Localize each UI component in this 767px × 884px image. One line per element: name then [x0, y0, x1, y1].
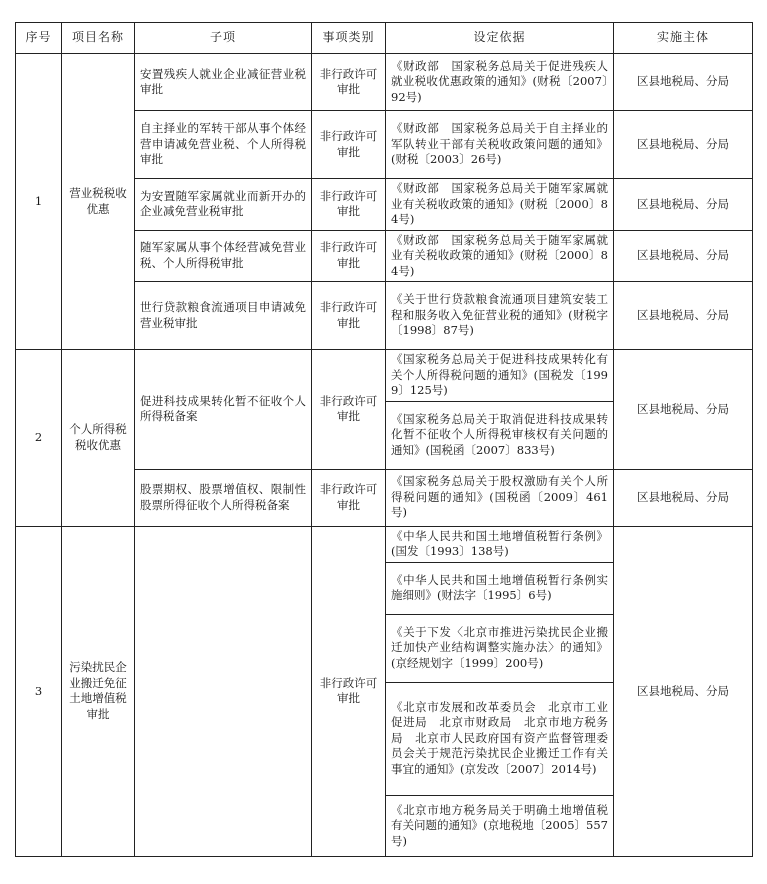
- basis-cell: 《财政部 国家税务总局关于促进残疾人就业税收优惠政策的通知》(财税〔2007〕92号): [386, 54, 614, 111]
- basis-cell: 《国家税务总局关于取消促进科技成果转化暂不征收个人所得税审核权有关问题的通知》(国税函〔2007〕833号): [386, 401, 614, 469]
- basis-cell: 《财政部 国家税务总局关于随军家属就业有关税收政策的通知》(财税〔2000〕84号): [386, 230, 614, 282]
- subitem-cell: 安置残疾人就业企业减征营业税审批: [135, 54, 312, 111]
- agency-cell: 区县地税局、分局: [614, 179, 753, 231]
- category-cell: 非行政许可审批: [312, 179, 386, 231]
- agency-cell: 区县地税局、分局: [614, 282, 753, 350]
- basis-cell: 《财政部 国家税务总局关于随军家属就业有关税收政策的通知》(财税〔2000〕84号): [386, 179, 614, 231]
- agency-cell: 区县地税局、分局: [614, 111, 753, 179]
- subitem-cell: 股票期权、股票增值权、限制性股票所得征收个人所得税备案: [135, 469, 312, 526]
- subitem-cell: 促进科技成果转化暂不征收个人所得税备案: [135, 350, 312, 470]
- basis-cell: 《中华人民共和国土地增值税暂行条例》(国发〔1993〕138号): [386, 526, 614, 562]
- agency-cell: 区县地税局、分局: [614, 54, 753, 111]
- category-cell: 非行政许可审批: [312, 350, 386, 470]
- row-number: 3: [16, 526, 62, 857]
- category-cell: 非行政许可审批: [312, 54, 386, 111]
- basis-cell: 《北京市地方税务局关于明确土地增值税有关问题的通知》(京地税地〔2005〕557号): [386, 795, 614, 857]
- row-number: 1: [16, 54, 62, 350]
- agency-cell: 区县地税局、分局: [614, 230, 753, 282]
- category-cell: 非行政许可审批: [312, 111, 386, 179]
- basis-cell: 《国家税务总局关于促进科技成果转化有关个人所得税问题的通知》(国税发〔1999〕125号): [386, 350, 614, 402]
- table-row: [16, 350, 753, 402]
- subitem-cell: 为安置随军家属就业而新开办的企业减免营业税审批: [135, 179, 312, 231]
- category-cell: 非行政许可审批: [312, 230, 386, 282]
- subitem-cell: 自主择业的军转干部从事个体经营申请减免营业税、个人所得税审批: [135, 111, 312, 179]
- agency-cell: 区县地税局、分局: [614, 469, 753, 526]
- header-subitem: 子项: [135, 23, 312, 54]
- policy-table: [15, 22, 753, 857]
- category-cell: 非行政许可审批: [312, 469, 386, 526]
- header-row: [16, 23, 753, 54]
- project-name: 营业税税收优惠: [62, 54, 135, 350]
- header-no: 序号: [16, 23, 62, 54]
- header-category: 事项类别: [312, 23, 386, 54]
- header-project-name: 项目名称: [62, 23, 135, 54]
- row-number: 2: [16, 350, 62, 527]
- project-name: 污染扰民企业搬迁免征土地增值税审批: [62, 526, 135, 857]
- subitem-cell: 世行贷款粮食流通项目申请减免营业税审批: [135, 282, 312, 350]
- category-cell: 非行政许可审批: [312, 282, 386, 350]
- basis-cell: 《关于世行贷款粮食流通项目建筑安装工程和服务收入免征营业税的通知》(财税字〔1998〕87号): [386, 282, 614, 350]
- agency-cell: 区县地税局、分局: [614, 526, 753, 857]
- subitem-cell: [135, 526, 312, 857]
- basis-cell: 《关于下发〈北京市推进污染扰民企业搬迁加快产业结构调整实施办法〉的通知》(京经规划字〔1999〕200号): [386, 614, 614, 682]
- category-cell: 非行政许可审批: [312, 526, 386, 857]
- header-agency: 实施主体: [614, 23, 753, 54]
- basis-cell: 《中华人民共和国土地增值税暂行条例实施细则》(财法字〔1995〕6号): [386, 562, 614, 614]
- agency-cell: 区县地税局、分局: [614, 350, 753, 470]
- project-name: 个人所得税税收优惠: [62, 350, 135, 527]
- basis-cell: 《北京市发展和改革委员会 北京市工业促进局 北京市财政局 北京市地方税务局 北京市人民政府国有资产监督管理委员会关于规范污染扰民企业搬迁工作有关事宜的通知》(京发改〔2007〕2014号): [386, 682, 614, 795]
- table-row: [16, 526, 753, 562]
- table-row: [16, 54, 753, 111]
- subitem-cell: 随军家属从事个体经营减免营业税、个人所得税审批: [135, 230, 312, 282]
- basis-cell: 《财政部 国家税务总局关于自主择业的军队转业干部有关税收政策问题的通知》(财税〔2003〕26号): [386, 111, 614, 179]
- basis-cell: 《国家税务总局关于股权激励有关个人所得税问题的通知》(国税函〔2009〕461号): [386, 469, 614, 526]
- header-basis: 设定依据: [386, 23, 614, 54]
